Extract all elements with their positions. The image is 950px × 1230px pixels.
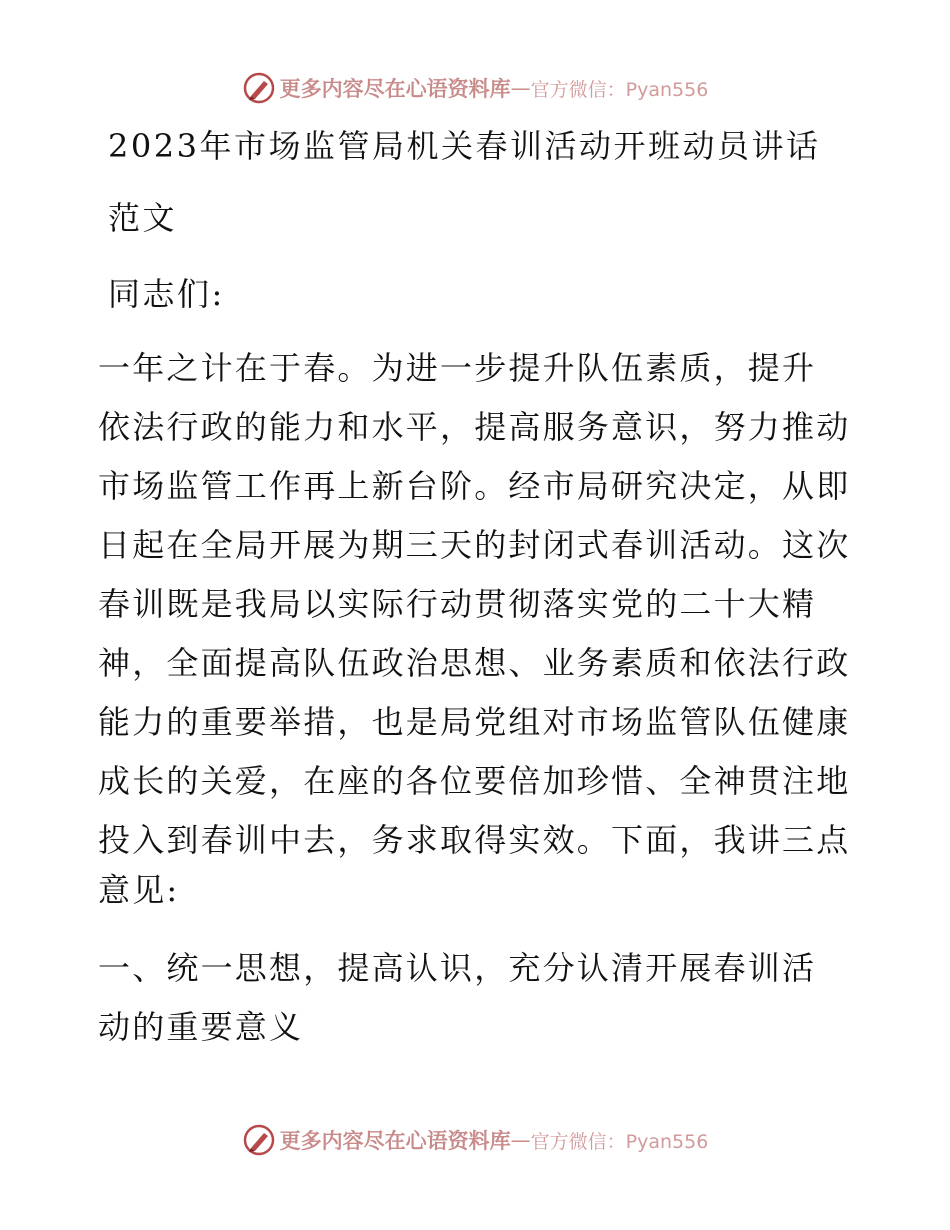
- watermark-banner-bottom: [0, 1120, 950, 1160]
- paragraph-line: 依法行政的能力和水平，提高服务意识，努力推动: [98, 408, 851, 446]
- watermark-separator: —: [510, 76, 531, 100]
- salutation: 同志们:: [108, 275, 225, 313]
- paragraph-line: 成长的关爱，在座的各位要倍加珍惜、全神贯注地: [98, 762, 851, 800]
- paragraph-line: 意见:: [98, 871, 180, 909]
- watermark-brand: 更多内容尽在心语资料库: [279, 76, 511, 101]
- watermark-wechat: 官方微信：Pyan556: [530, 1130, 709, 1153]
- heading-line: 一、统一思想，提高认识，充分认清开展春训活: [98, 949, 817, 987]
- red-pen-circle-logo-icon: [242, 71, 276, 105]
- paragraph-line: 神，全面提高队伍政治思想、业务素质和依法行政: [98, 644, 851, 682]
- paragraph-line: 春训既是我局以实际行动贯彻落实党的二十大精: [98, 585, 817, 623]
- document-title-line-1: 2023年市场监管局机关春训活动开班动员讲话: [108, 127, 821, 165]
- paragraph-line: 市场监管工作再上新台阶。经市局研究决定，从即: [98, 467, 851, 505]
- paragraph-line: 能力的重要举措，也是局党组对市场监管队伍健康: [98, 703, 851, 741]
- watermark-separator: —: [510, 1128, 531, 1152]
- red-pen-circle-logo-icon: [242, 1123, 276, 1157]
- paragraph-line: 一年之计在于春。为进一步提升队伍素质，提升: [98, 349, 817, 387]
- paragraph-line: 投入到春训中去，务求取得实效。下面，我讲三点: [98, 821, 851, 859]
- paragraph-line: 日起在全局开展为期三天的封闭式春训活动。这次: [98, 526, 851, 564]
- watermark-banner-top: [0, 68, 950, 108]
- watermark-wechat: 官方微信：Pyan556: [530, 78, 709, 101]
- watermark-brand: 更多内容尽在心语资料库: [279, 1128, 511, 1153]
- document-title-line-2: 范文: [108, 199, 178, 237]
- heading-line: 动的重要意义: [98, 1008, 304, 1046]
